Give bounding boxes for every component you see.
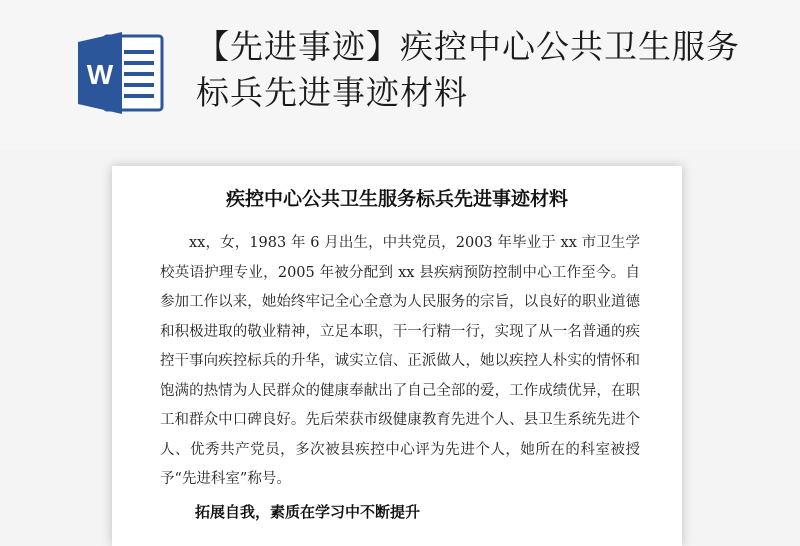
document-page — [112, 166, 682, 546]
section-heading: 拓展自我，素质在学习中不断提升 — [195, 503, 421, 521]
page-title: 【先进事迹】疾控中心公共卫生服务标兵先进事迹材料 — [196, 27, 740, 112]
word-icon-letter: W — [86, 59, 114, 90]
document-paragraph: xx，女，1983 年 6 月出生，中共党员，2003 年毕业于 xx 市卫生学校英语护理专业，2005 年被分配到 xx 县疾病预防控制中心工作至今。自参加工作以来，她始终牢记全心全意为人民服务的宗旨，以良好的职业道德和积极进取的敬业精神，立足本职，干一行精一行，实现了从一名普通的疾控干事向疾控标兵的升华，诚实立信、正派做人，她以疾控人朴实的情怀和饱满的热情为人民群众的健康奉献出了自己全部的爱，工作成绩优异，在职工和群众中口碑良好。先后荣获市级健康教育先进个人、县卫生系统先进个人、优秀共产党员，多次被县疾控中心评为先进个人，她所在的科室被授予“先进科室”称号。 — [160, 235, 640, 487]
word-icon — [76, 30, 166, 116]
header-banner — [0, 0, 800, 150]
document-title: 疾控中心公共卫生服务标兵先进事迹材料 — [225, 188, 568, 210]
